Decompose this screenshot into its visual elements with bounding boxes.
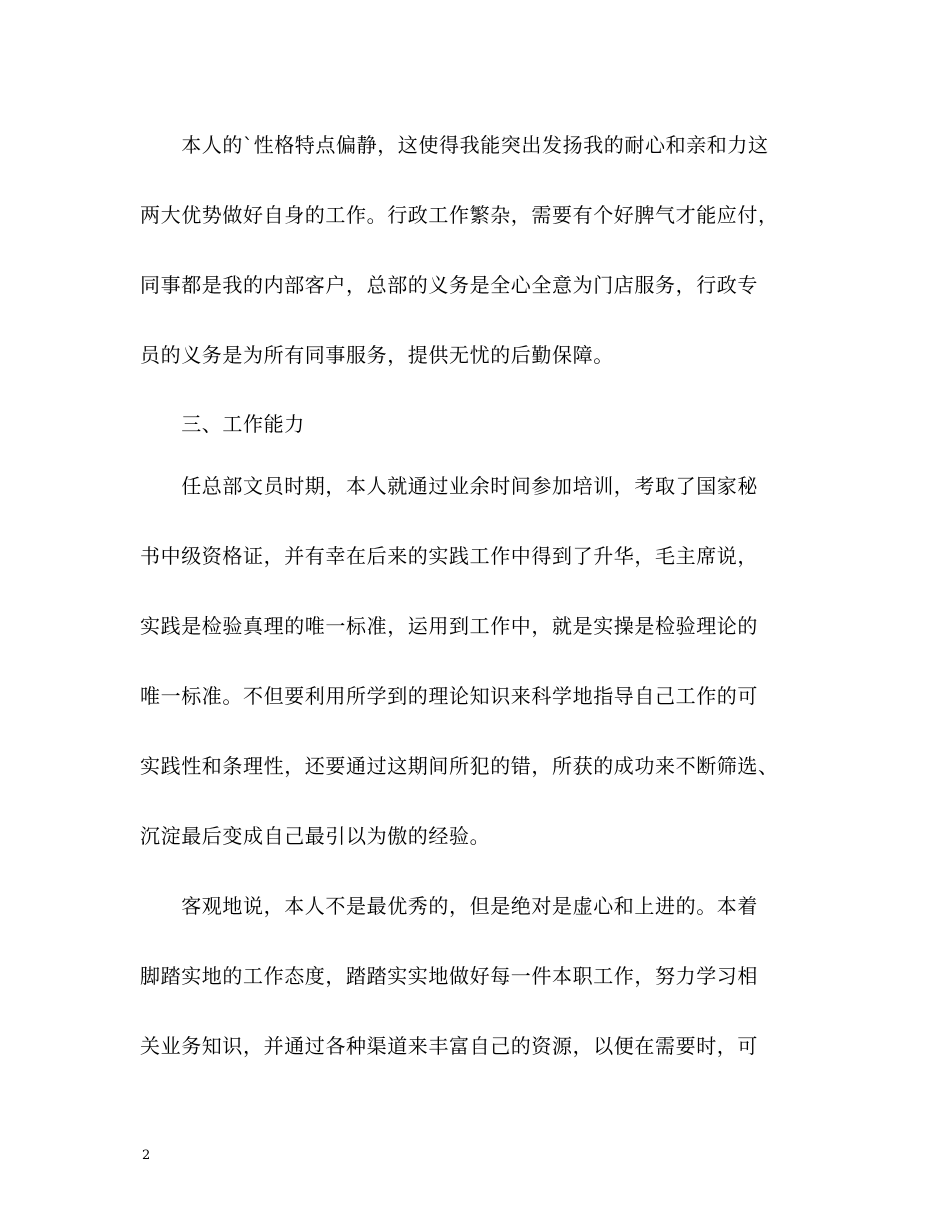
text-line: 沉淀最后变成自己最引以为傲的经验。 xyxy=(140,824,491,848)
text-line: 员的义务是为所有同事服务，提供无忧的后勤保障。 xyxy=(140,343,614,367)
page-number: 2 xyxy=(142,1148,151,1163)
text-line: 同事都是我的内部客户，总部的义务是全心全意为门店服务，行政专 xyxy=(140,273,758,297)
section-heading: 三、工作能力 xyxy=(140,412,305,436)
text-line: 实践是检验真理的唯一标准，运用到工作中，就是实操是检验理论的 xyxy=(140,614,758,638)
text-line: 客观地说，本人不是最优秀的，但是绝对是虚心和上进的。本着 xyxy=(140,894,758,918)
text-line: 关业务知识，并通过各种渠道来丰富自己的资源，以便在需要时，可 xyxy=(140,1034,758,1058)
text-line: 任总部文员时期，本人就通过业余时间参加培训，考取了国家秘 xyxy=(140,474,758,498)
text-line: 两大优势做好自身的工作。行政工作繁杂，需要有个好脾气才能应付， xyxy=(140,203,779,227)
text-line: 唯一标准。不但要利用所学到的理论知识来科学地指导自己工作的可 xyxy=(140,684,758,708)
text-line: 书中级资格证，并有幸在后来的实践工作中得到了升华，毛主席说， xyxy=(140,544,758,568)
text-line: 本人的`性格特点偏静，这使得我能突出发扬我的耐心和亲和力这 xyxy=(140,133,769,157)
text-line: 脚踏实地的工作态度，踏踏实实地做好每一件本职工作，努力学习相 xyxy=(140,964,758,988)
text-line: 实践性和条理性，还要通过这期间所犯的错，所获的成功来不断筛选、 xyxy=(140,754,779,778)
